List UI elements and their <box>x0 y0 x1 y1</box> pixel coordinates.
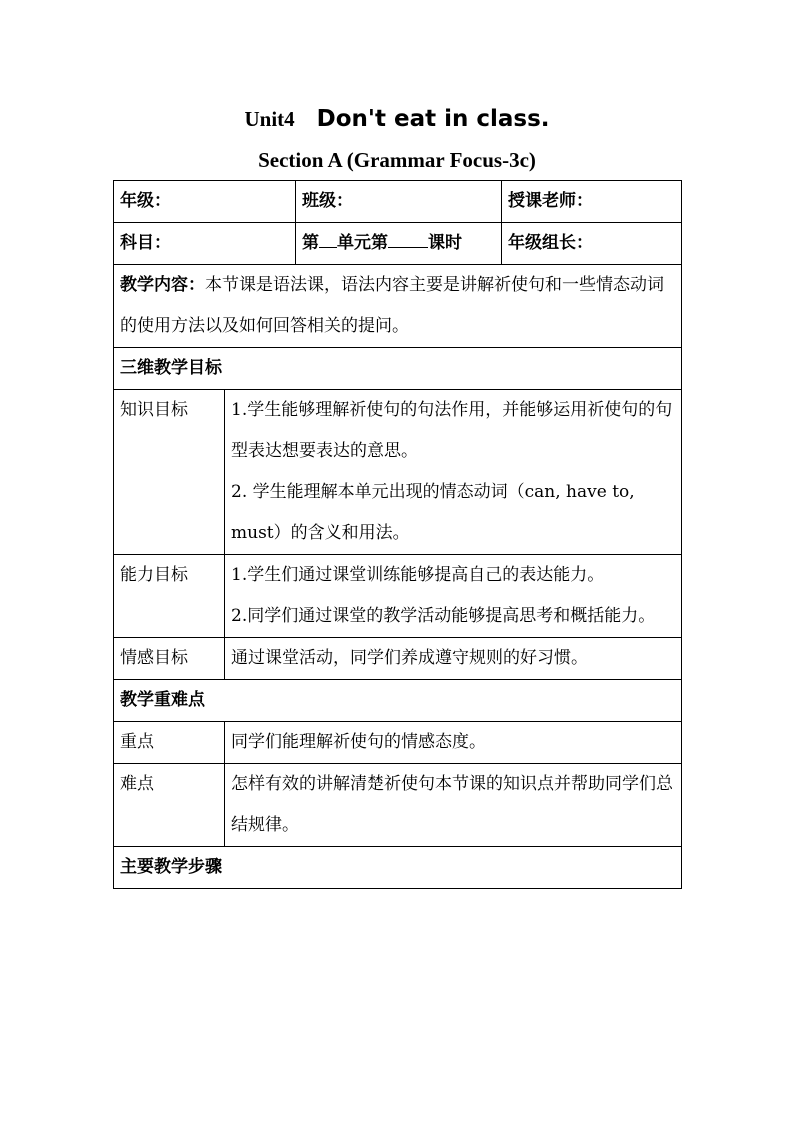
teacher-cell: 授课老师： <box>502 181 682 223</box>
table-row <box>114 181 682 223</box>
lesson-middle: 单元第 <box>337 233 388 253</box>
knowledge-item-2: 2. 学生能理解本单元出现的情态动词（can, have to, must）的含义和用法。 <box>231 482 635 543</box>
emotion-label: 情感目标 <box>114 638 225 680</box>
lesson-title: Don't eat in class. <box>316 106 550 132</box>
class-cell: 班级： <box>296 181 502 223</box>
key-difficult-title: 教学重难点 <box>114 680 682 722</box>
knowledge-cell <box>225 390 682 555</box>
content-cell <box>114 265 682 348</box>
document-title <box>0 101 794 138</box>
ability-item-2: 2.同学们通过课堂的教学活动能够提高思考和概括能力。 <box>231 606 656 626</box>
difficult-label: 难点 <box>114 764 225 847</box>
table-row <box>114 722 682 764</box>
table-row <box>114 638 682 680</box>
difficult-text: 怎样有效的讲解清楚祈使句本节课的知识点并帮助同学们总结规律。 <box>225 764 682 847</box>
subject-cell: 科目： <box>114 223 296 265</box>
unit-label: Unit4 <box>244 107 295 131</box>
lesson-suffix: 课时 <box>428 233 462 253</box>
goals-title: 三维教学目标 <box>114 348 682 390</box>
knowledge-item-1: 1.学生能够理解祈使句的句法作用，并能够运用祈使句的句型表达想要表达的意思。 <box>231 400 673 461</box>
content-label: 教学内容： <box>120 275 205 295</box>
unit-number-blank <box>319 247 337 248</box>
ability-item-1: 1.学生们通过课堂训练能够提高自己的表达能力。 <box>231 565 605 585</box>
emotion-text: 通过课堂活动，同学们养成遵守规则的好习惯。 <box>225 638 682 680</box>
steps-title: 主要教学步骤 <box>114 847 682 889</box>
period-number-blank <box>388 247 428 248</box>
knowledge-label: 知识目标 <box>114 390 225 555</box>
section-subtitle: Section A (Grammar Focus-3c) <box>258 148 536 172</box>
content-text: 本节课是语法课，语法内容主要是讲解祈使句和一些情态动词的使用方法以及如何回答相关的提问。 <box>120 275 664 336</box>
table-row <box>114 680 682 722</box>
table-row <box>114 265 682 348</box>
table-row <box>114 223 682 265</box>
table-row <box>114 847 682 889</box>
lesson-plan-table <box>113 180 682 889</box>
table-row <box>114 555 682 638</box>
table-row <box>114 390 682 555</box>
lesson-prefix: 第 <box>302 233 319 253</box>
ability-label: 能力目标 <box>114 555 225 638</box>
table-row <box>114 764 682 847</box>
grade-leader-cell: 年级组长： <box>502 223 682 265</box>
key-label: 重点 <box>114 722 225 764</box>
ability-cell <box>225 555 682 638</box>
table-row <box>114 348 682 390</box>
lesson-count-cell <box>296 223 502 265</box>
key-text: 同学们能理解祈使句的情感态度。 <box>225 722 682 764</box>
grade-cell: 年级： <box>114 181 296 223</box>
